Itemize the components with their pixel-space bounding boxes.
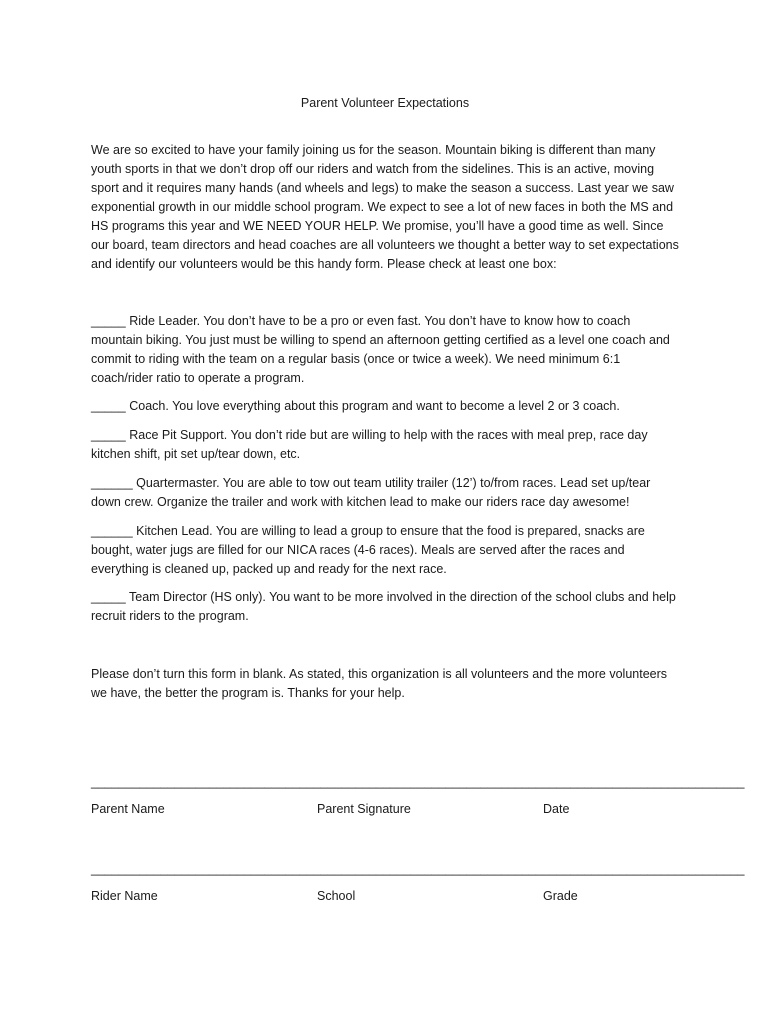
parent-signature-label: Parent Signature: [317, 802, 411, 816]
option-ride-leader: _____ Ride Leader. You don’t have to be a pro or even fast. You don’t have to know how to coach mountain biking. You just must be willing to spend an afternoon getting certified as a level one coach and commit to riding with the team on a regular basis (once or twice a week). We need minimum 6:1 coach/rider ratio to operate a program.: [91, 314, 670, 385]
parent-name-label: Parent Name: [91, 802, 165, 816]
option-quartermaster: ______ Quartermaster. You are able to tow out team utility trailer (12’) to/from races. Lead set up/tear down crew. Organize the trailer and work with kitchen lead to make our riders race day awesome!: [91, 476, 651, 509]
option-kitchen-lead: ______ Kitchen Lead. You are willing to lead a group to ensure that the food is prepared, snacks are bought, water jugs are filled for our NICA races (4-6 races). Meals are served after the races and everything is cleaned up, packed up and ready for the next race.: [91, 524, 645, 576]
rider-signature-line: ______________________________________________________________________________________________: [91, 862, 745, 876]
grade-label: Grade: [543, 889, 578, 903]
intro-paragraph: We are so excited to have your family joining us for the season. Mountain biking is different than many youth sports in that we don’t drop off our riders and watch from the sidelines. This is an active, moving sport and it requires many hands (and wheels and legs) to make the season a success. Last year we saw exponential growth in our middle school program. We expect to see a lot of new faces in both the MS and HS programs this year and WE NEED YOUR HELP. We promise, you’ll have a good time as well. Since our board, team directors and head coaches are all volunteers we thought a better way to set expectations and identify our volunteers would be this handy form. Please check at least one box:: [91, 143, 679, 271]
option-race-pit-support: _____ Race Pit Support. You don’t ride but are willing to help with the races with meal prep, race day kitchen shift, pit set up/tear down, etc.: [91, 428, 648, 461]
date-label: Date: [543, 802, 570, 816]
option-team-director: _____ Team Director (HS only). You want to be more involved in the direction of the school clubs and help recruit riders to the program.: [91, 590, 676, 623]
closing-paragraph: Please don’t turn this form in blank. As stated, this organization is all volunteers and the more volunteers we have, the better the program is. Thanks for your help.: [91, 667, 668, 700]
option-coach: _____ Coach. You love everything about this program and want to become a level 2 or 3 coach.: [91, 399, 620, 413]
school-label: School: [317, 889, 356, 903]
parent-signature-line: ______________________________________________________________________________________________: [91, 775, 745, 789]
document-title: Parent Volunteer Expectations: [300, 96, 470, 110]
rider-name-label: Rider Name: [91, 889, 158, 903]
